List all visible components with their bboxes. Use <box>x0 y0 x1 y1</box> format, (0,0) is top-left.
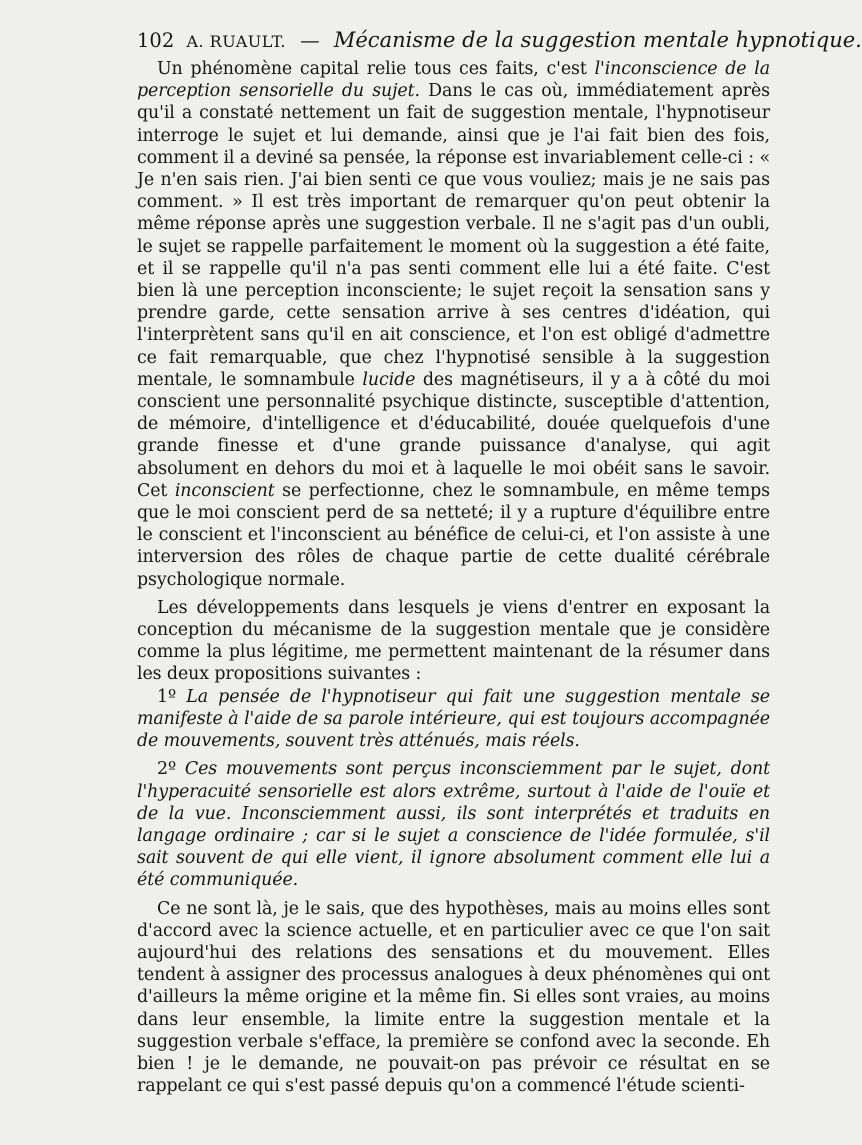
page-number: 102 <box>137 29 175 52</box>
paragraph-1-text-c: des magnétiseurs, il y a à côté du moi conscient une personnalité psychique distincte, susceptible d'attention, de mémoire, d'intelligence et d'éducabilité, douée quelquefois d'une grande finesse et d'une grande puissance d'analyse, qui agit absolument en dehors du moi et à laquelle le moi obéit sans le savoir. Cet <box>137 369 770 501</box>
paragraph-1-emphasis-a: l'inconscience de la perception sensorielle du sujet <box>137 59 770 102</box>
running-header <box>137 27 862 55</box>
paragraph-1-text-d: se perfectionne, chez le somnambule, en même temps que le moi conscient perd de sa netteté; il y a rupture d'équilibre entre le conscient et l'inconscient au bénéfice de celui-ci, et l'on assiste à une interversion des rôles de chaque partie de cette dualité cérébrale psychologique normale. <box>137 480 771 590</box>
proposition-1-text: La pensée de l'hypnotiseur qui fait une suggestion mentale se manifeste à l'aide de sa parole intérieure, qui est toujours accompagnée de mouvements, souvent très atténués, mais réels. <box>137 686 770 752</box>
paragraph-2: Les développements dans lesquels je viens d'entrer en exposant la conception du mécanisme de la suggestion mentale que je considère comme la plus légitime, me permettent maintenant de la résumer dans les deux propositions suivantes : <box>137 597 770 685</box>
proposition-1-number: 1º <box>157 686 177 707</box>
proposition-2 <box>137 758 770 891</box>
paragraph-1-emphasis-c: inconscient <box>174 480 275 501</box>
paragraph-3: Ce ne sont là, je le sais, que des hypothèses, mais au moins elles sont d'accord avec la science actuelle, et en particulier avec ce que l'on sait aujourd'hui des relations des sensations et du mouvement. Elles tendent à assigner des processus analogues à deux phénomènes qui ont d'ailleurs la même origine et la même fin. Si elles sont vraies, au moins dans leur ensemble, la limite entre la suggestion mentale et la suggestion verbale s'efface, la première se confond avec la seconde. Eh bien ! je le demande, ne pouvait-on pas prévoir ce résultat en se rappelant ce qui s'est passé depuis qu'on a commencé l'étude scienti- <box>137 898 770 1097</box>
proposition-2-text: Ces mouvements sont perçus inconsciemment par le sujet, dont l'hyperacuité sensorielle est alors extrême, surtout à l'aide de l'ouïe et de la vue. Inconsciemment aussi, ils sont interprétés et traduits en langage ordinaire ; car si le sujet a conscience de l'idée formulée, s'il sait souvent de qui elle vient, il ignore absolument comment elle lui a été communiquée. <box>137 759 770 891</box>
paragraph-1-emphasis-b: lucide <box>362 369 416 390</box>
author-name: A. RUAULT. <box>186 32 286 51</box>
proposition-2-number: 2º <box>157 759 177 780</box>
paragraph-1 <box>137 58 770 591</box>
paragraph-1-text-b: . Dans le cas où, immédiatement après qu'il a constaté nettement un fait de suggestion mentale, l'hypnotiseur interroge le sujet et lui demande, ainsi que je l'ai fait bien des fois, comment il a deviné sa pensée, la réponse est invariablement celle-ci : « Je n'en sais rien. J'ai bien senti ce que vous vouliez; mais je ne sais pas comment. » Il est très important de remarquer qu'on peut obtenir la même réponse après une suggestion verbale. Il ne s'agit pas d'un oubli, le sujet se rappelle parfaitement le moment où la suggestion a été faite, et il se rappelle qu'il n'a pas senti comment elle lui a été faite. C'est bien là une perception inconsciente; le sujet reçoit la sensation sans y prendre garde, cette sensation arrive à ses centres d'idéation, qui l'interprètent sans qu'il en ait conscience, et l'on est obligé d'admettre ce fait remarquable, que chez l'hypnotisé sensible à la suggestion mentale, le somnambule <box>137 81 770 390</box>
header-dash: — <box>300 29 320 52</box>
running-title: Mécanisme de la suggestion mentale hypnotique. <box>333 28 862 52</box>
proposition-1 <box>137 686 770 753</box>
paragraph-1-text-a: Un phénomène capital relie tous ces faits, c'est <box>157 59 595 79</box>
